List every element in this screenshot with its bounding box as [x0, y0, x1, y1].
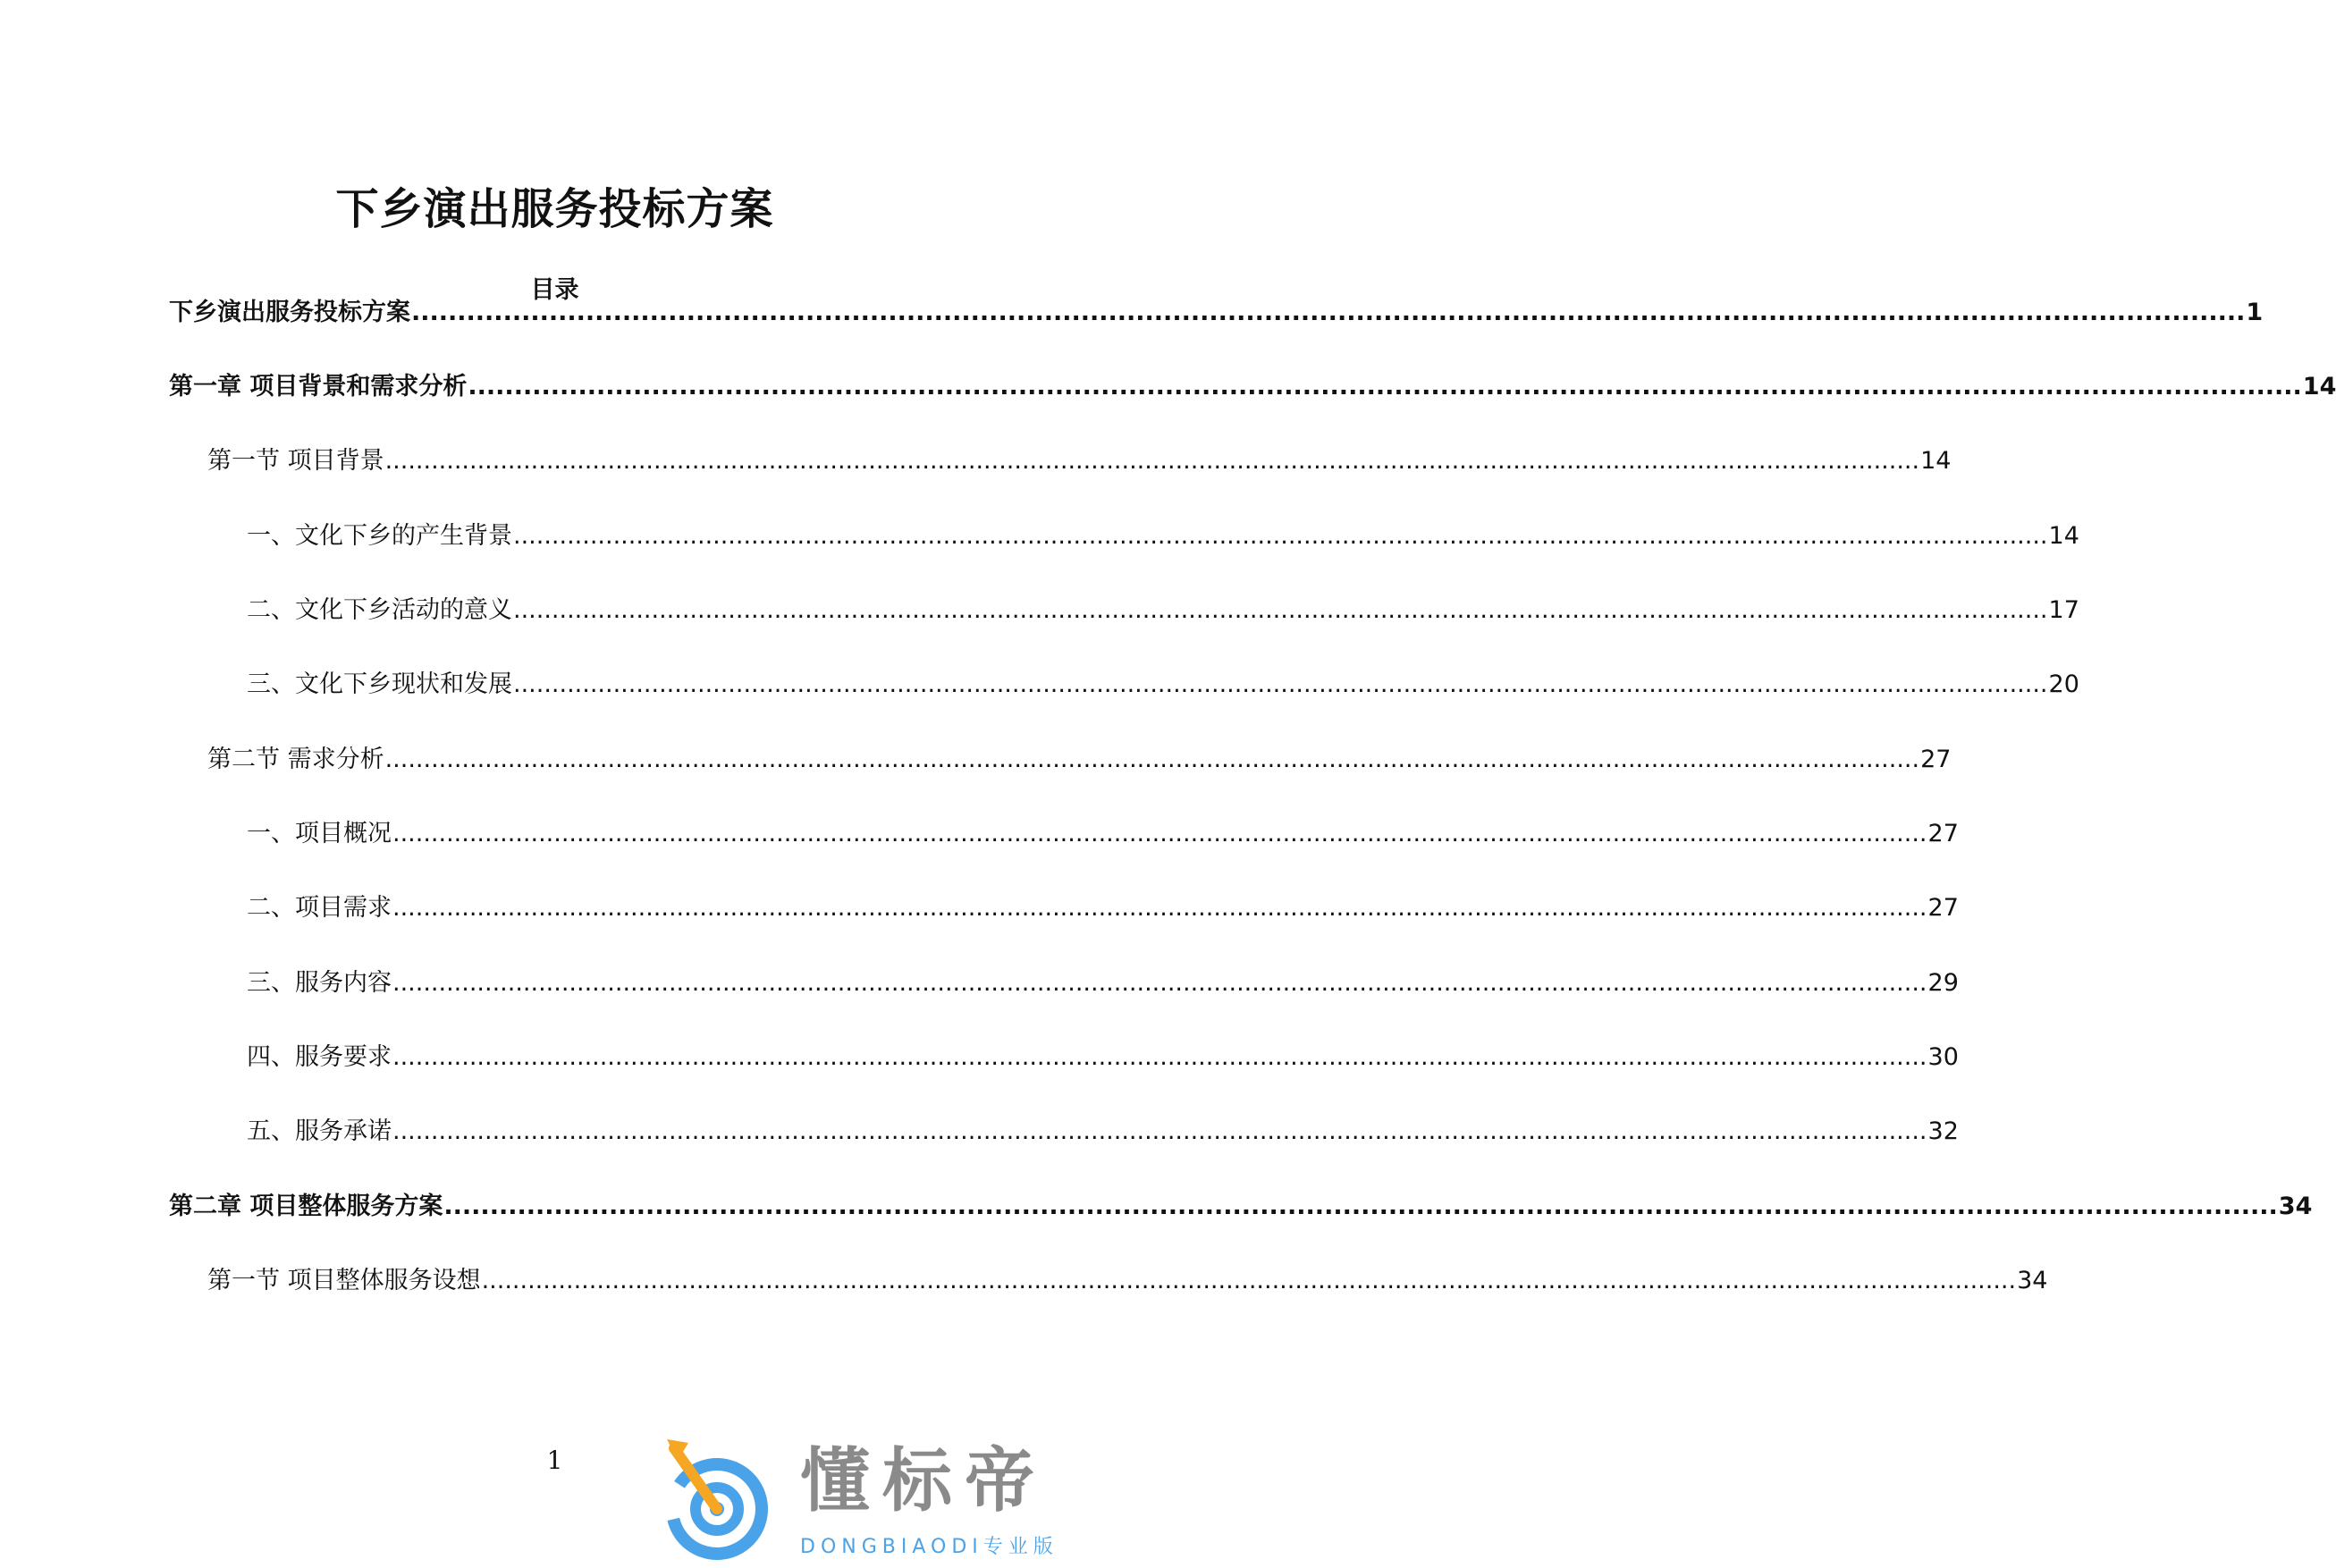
watermark-subtitle: DONGBIAODI专业版 [800, 1536, 1058, 1558]
toc-leader-dots: ........................................................................................................................................................................................................ [468, 373, 2302, 400]
toc-entry-page: 17 [2048, 596, 2079, 624]
toc-entry[interactable] [169, 1263, 2048, 1299]
toc-leader-dots: ........................................................................................................................................................................................................ [392, 1043, 1927, 1071]
toc-entry-label: 第二节 需求分析 [207, 746, 384, 773]
toc-entry-label: 第一节 项目背景 [207, 447, 384, 475]
toc-entry-page: 29 [1927, 969, 1959, 997]
toc-entry-label: 三、服务内容 [247, 969, 392, 997]
toc-entry[interactable] [169, 742, 1952, 778]
toc-entry[interactable] [169, 369, 2336, 405]
watermark [662, 1421, 1109, 1568]
toc-entry-label: 二、项目需求 [247, 894, 392, 922]
toc-entry-page: 14 [2048, 522, 2079, 550]
toc-entry-page: 14 [1920, 447, 1952, 475]
toc-entry-label: 一、项目概况 [247, 820, 392, 847]
page-number: 1 [546, 1446, 563, 1475]
toc-entry-label: 第一节 项目整体服务设想 [207, 1267, 481, 1294]
toc-entry[interactable] [169, 443, 1952, 479]
document-title: 下乡演出服务投标方案 [335, 184, 774, 235]
toc-entry-page: 32 [1927, 1117, 1959, 1145]
toc-entry[interactable] [169, 667, 2079, 703]
toc-leader-dots: ........................................................................................................................................................................................................ [392, 969, 1927, 997]
toc-entry-page: 14 [2302, 373, 2336, 400]
toc-leader-dots: ........................................................................................................................................................................................................ [513, 670, 2048, 698]
toc-entry-page: 27 [1927, 820, 1959, 847]
toc-entry[interactable] [169, 890, 1959, 926]
toc-entry-label: 一、文化下乡的产生背景 [247, 522, 512, 550]
toc-leader-dots: ........................................................................................................................................................................................................ [392, 894, 1927, 922]
toc-entry[interactable] [169, 1114, 1959, 1150]
toc-entry-page: 27 [1927, 894, 1959, 922]
toc-leader-dots: ........................................................................................................................................................................................................ [513, 522, 2048, 550]
toc-leader-dots: ........................................................................................................................................................................................................ [392, 1117, 1927, 1145]
toc-leader-dots: ........................................................................................................................................................................................................ [384, 447, 1920, 475]
toc-leader-dots: ........................................................................................................................................................................................................ [443, 1193, 2278, 1220]
toc-entry-label: 第二章 项目整体服务方案 [169, 1193, 443, 1220]
toc-entry-page: 1 [2246, 299, 2264, 326]
watermark-brand: 懂标帝 [800, 1441, 1048, 1522]
toc-entry[interactable] [169, 965, 1959, 1001]
toc-entry[interactable] [169, 518, 2079, 554]
toc-entry-page: 34 [2278, 1193, 2313, 1220]
toc-entry-label: 第一章 项目背景和需求分析 [169, 373, 468, 400]
toc-entry[interactable] [169, 593, 2079, 628]
toc-entry[interactable] [169, 1040, 1959, 1075]
toc-leader-dots: ........................................................................................................................................................................................................ [411, 299, 2246, 326]
toc-entry[interactable] [169, 295, 2264, 331]
toc-leader-dots: ........................................................................................................................................................................................................ [384, 746, 1920, 773]
toc-entry-page: 27 [1920, 746, 1952, 773]
toc-leader-dots: ........................................................................................................................................................................................................ [392, 820, 1927, 847]
toc-entry-page: 30 [1927, 1043, 1959, 1071]
toc-entry[interactable] [169, 816, 1959, 852]
toc-entry-label: 二、文化下乡活动的意义 [247, 596, 512, 624]
toc-entry-page: 34 [2017, 1267, 2048, 1294]
toc-heading: 目录 [530, 276, 579, 304]
toc-entry-label: 三、文化下乡现状和发展 [247, 670, 512, 698]
target-logo-icon [662, 1421, 787, 1568]
toc-leader-dots: ........................................................................................................................................................................................................ [513, 596, 2048, 624]
toc-leader-dots: ........................................................................................................................................................................................................ [481, 1267, 2017, 1294]
toc-entry-label: 五、服务承诺 [247, 1117, 392, 1145]
toc-entry-page: 20 [2048, 670, 2079, 698]
toc-entry[interactable] [169, 1189, 2313, 1225]
toc-entry-label: 下乡演出服务投标方案 [169, 299, 410, 326]
toc-entry-label: 四、服务要求 [247, 1043, 392, 1071]
